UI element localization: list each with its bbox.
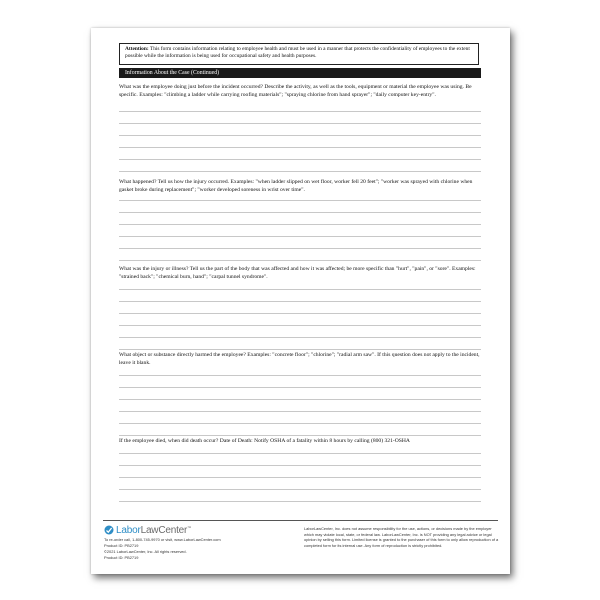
answer-line[interactable] <box>119 325 481 326</box>
answer-line[interactable] <box>119 313 481 314</box>
answer-line[interactable] <box>119 349 481 350</box>
attention-label: Attention: <box>125 46 149 52</box>
answer-line[interactable] <box>119 453 481 454</box>
answer-line[interactable] <box>119 375 481 376</box>
answer-line[interactable] <box>119 236 481 237</box>
answer-line[interactable] <box>119 489 481 490</box>
question-1: What was the employee doing just before the incident occurred? Describe the activity, as well as the tools, equipment or material the employee was using. Be specific. Examples: "climbing a ladder while carrying roofing materials"; "spraying chlorine from hand sprayer"; "daily computer key-entry". <box>119 84 472 98</box>
answer-line[interactable] <box>119 248 481 249</box>
product-id: Product ID: PB2719 <box>104 543 139 548</box>
answer-lines-3[interactable] <box>119 289 481 350</box>
reorder-info: To re-order call, 1-800-745-9970 or visit, www.LaborLawCenter.com <box>104 537 221 542</box>
answer-line[interactable] <box>119 465 481 466</box>
answer-lines-4[interactable] <box>119 375 481 436</box>
logo-part-1: Labor <box>116 524 141 536</box>
product-id-2: Product ID: PB2719 <box>104 555 139 560</box>
answer-line[interactable] <box>119 301 481 302</box>
question-4: What object or substance directly harmed the employee? Examples: "concrete floor"; "chlorine"; "radial arm saw". If this question does not apply to the incident, leave it blank. <box>119 352 480 366</box>
answer-line[interactable] <box>119 147 481 148</box>
answer-line[interactable] <box>119 212 481 213</box>
logo-mark-icon <box>104 525 114 535</box>
logo-trademark: ™ <box>187 524 191 530</box>
answer-line[interactable] <box>119 159 481 160</box>
answer-line[interactable] <box>119 423 481 424</box>
attention-notice <box>119 43 479 65</box>
answer-line[interactable] <box>119 435 481 436</box>
answer-line[interactable] <box>119 111 481 112</box>
answer-line[interactable] <box>119 123 481 124</box>
form-page <box>91 28 510 574</box>
question-5: If the employee died, when did death occur? Date of Death: Notify OSHA of a fatality within 8 hours by calling (800) 321-OSHA <box>119 438 410 444</box>
answer-lines-5[interactable] <box>119 453 481 502</box>
answer-lines-2[interactable] <box>119 200 481 261</box>
answer-line[interactable] <box>119 477 481 478</box>
laborlawcenter-logo <box>104 524 191 536</box>
footer-disclaimer: LaborLawCenter, Inc. does not assume responsibility for the use, actions, or decisions made by the employer which may violate local, state, or federal law. LaborLawCenter, Inc. is NOT providing any legal advice or legal opinion by selling this form. Limited license is granted to the purchaser of this form to only allow reproduction of a completed form for its internal use. Any form of reproduction is strictly prohibited. <box>304 526 499 548</box>
answer-line[interactable] <box>119 200 481 201</box>
attention-text: This form contains information relating to employee health and must be used in a manner that protects the confidentiality of employees to the extent possible while the information is being used for occupational safety and health purposes. <box>125 46 470 60</box>
footer-divider <box>103 520 498 521</box>
copyright: ©2021 LaborLawCenter, Inc. All rights reserved. <box>104 549 187 554</box>
answer-line[interactable] <box>119 387 481 388</box>
answer-line[interactable] <box>119 224 481 225</box>
answer-lines-1[interactable] <box>119 111 481 172</box>
answer-line[interactable] <box>119 501 481 502</box>
answer-line[interactable] <box>119 399 481 400</box>
logo-wordmark <box>116 525 191 536</box>
footer-left <box>104 537 294 561</box>
answer-line[interactable] <box>119 411 481 412</box>
section-header: Information About the Case (Continued) <box>119 68 481 78</box>
question-2: What happened? Tell us how the injury occurred. Examples: "when ladder slipped on wet floor, worker fell 20 feet"; "worker was sprayed with chlorine when gasket broke during replacement"; "worker developed soreness in wrist over time". <box>119 179 473 193</box>
logo-part-2: LawCenter <box>140 524 188 536</box>
question-3: What was the injury or illness? Tell us the part of the body that was affected and how it was affected; be more specific than "hurt", "pain", or "sore". Examples: "strained back"; "chemical burn, hand"; "carpal tunnel syndrome". <box>119 266 476 280</box>
answer-line[interactable] <box>119 135 481 136</box>
answer-line[interactable] <box>119 289 481 290</box>
answer-line[interactable] <box>119 171 481 172</box>
answer-line[interactable] <box>119 337 481 338</box>
answer-line[interactable] <box>119 260 481 261</box>
